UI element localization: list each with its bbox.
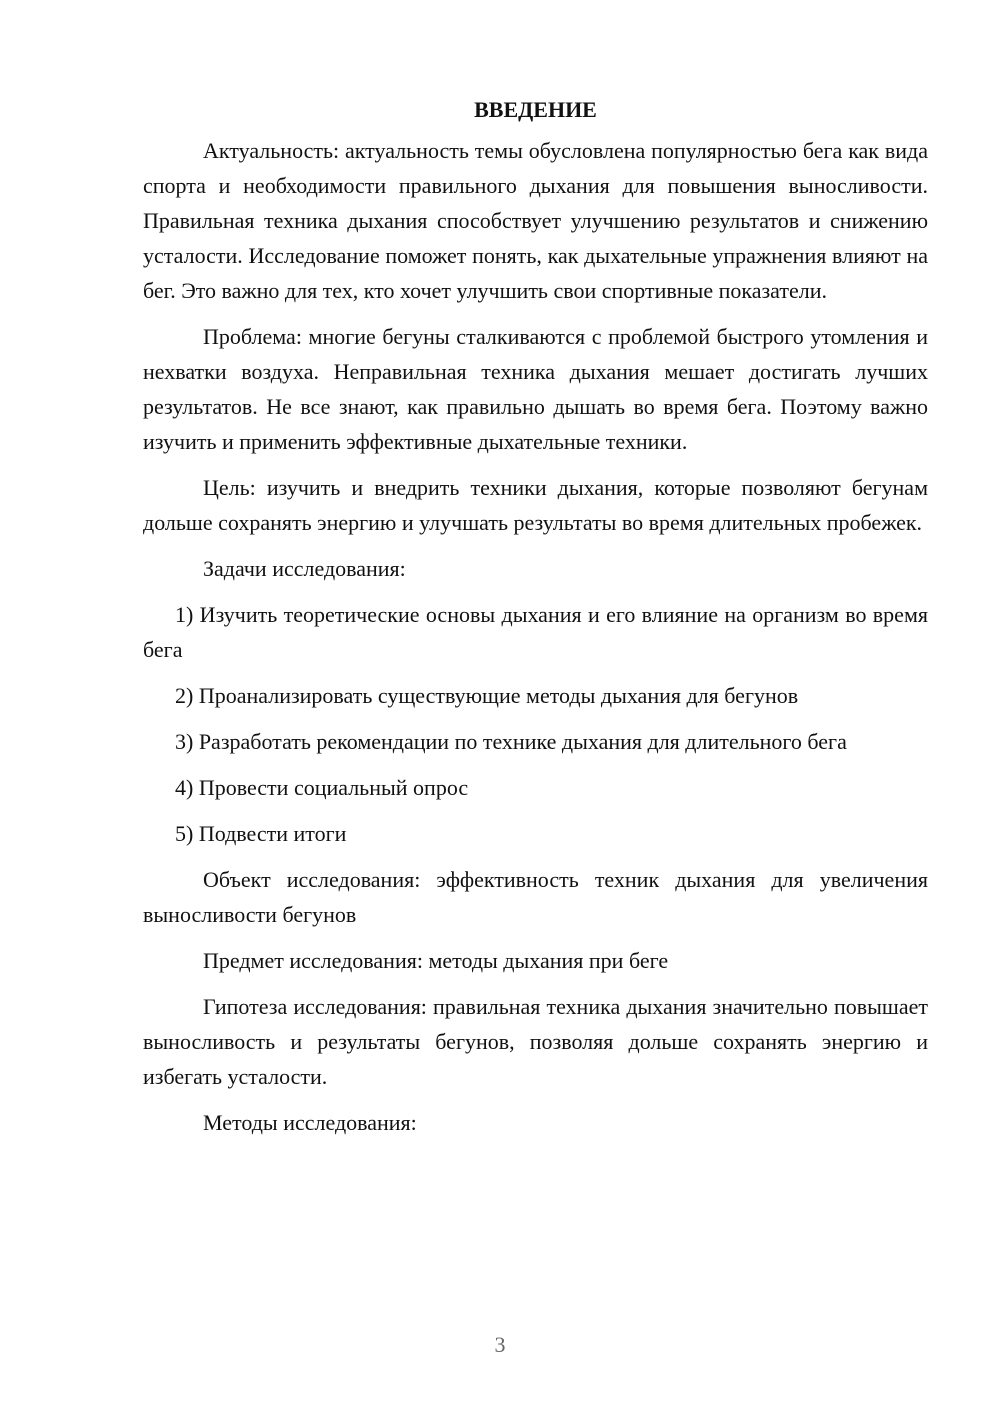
- section-title: ВВЕДЕНИЕ: [474, 97, 597, 122]
- page-content: [143, 95, 928, 1151]
- relevance-paragraph: Актуальность: актуальность темы обусловлена популярностью бега как вида спорта и необходимости правильного дыхания для повышения выносливости. Правильная техника дыхания способствует улучшению результатов и снижению усталости. Исследование поможет понять, как дыхательные упражнения влияют на бег. Это важно для тех, кто хочет улучшить свои спортивные показатели.: [143, 138, 928, 303]
- hypothesis-paragraph: Гипотеза исследования: правильная техника дыхания значительно повышает выносливость и результаты бегунов, позволяя дольше сохранять энергию и избегать усталости.: [143, 994, 928, 1089]
- task-item: 4) Провести социальный опрос: [175, 775, 469, 800]
- goal-paragraph: Цель: изучить и внедрить техники дыхания, которые позволяют бегунам дольше сохранять энергию и улучшать результаты во время длительных пробежек.: [143, 475, 928, 535]
- task-item: 1) Изучить теоретические основы дыхания и его влияние на организм во время бега: [143, 602, 928, 662]
- tasks-heading: Задачи исследования:: [203, 556, 406, 581]
- task-item: 3) Разработать рекомендации по технике дыхания для длительного бега: [175, 729, 847, 754]
- subject-paragraph: Предмет исследования: методы дыхания при беге: [203, 948, 669, 973]
- problem-paragraph: Проблема: многие бегуны сталкиваются с проблемой быстрого утомления и нехватки воздуха. Неправильная техника дыхания мешает достигать лучших результатов. Не все знают, как правильно дышать во время бега. Поэтому важно изучить и применить эффективные дыхательные техники.: [143, 324, 928, 454]
- task-item: 2) Проанализировать существующие методы дыхания для бегунов: [175, 683, 799, 708]
- object-paragraph: Объект исследования: эффективность техник дыхания для увеличения выносливости бегунов: [143, 867, 928, 927]
- page-number: 3: [494, 1332, 506, 1357]
- task-item: 5) Подвести итоги: [175, 821, 347, 846]
- methods-paragraph: Методы исследования:: [203, 1110, 417, 1135]
